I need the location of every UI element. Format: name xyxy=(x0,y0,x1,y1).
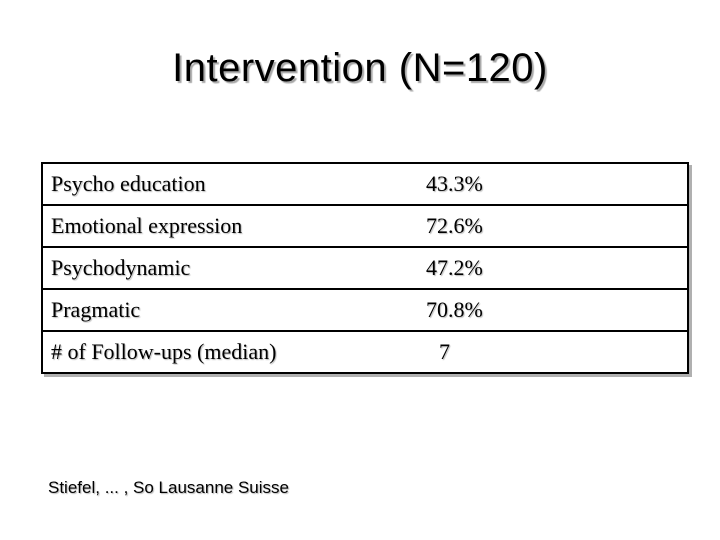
row-label: Psychodynamic xyxy=(42,247,396,289)
slide-title: Intervention (N=120) xyxy=(172,46,548,90)
citation-footer: Stiefel, ... , So Lausanne Suisse xyxy=(48,478,289,497)
row-value: 7 xyxy=(396,331,688,373)
row-label: Pragmatic xyxy=(42,289,396,331)
table-row xyxy=(42,289,688,331)
row-label: # of Follow-ups (median) xyxy=(42,331,396,373)
table-row xyxy=(42,205,688,247)
table-row xyxy=(42,247,688,289)
row-value: 47.2% xyxy=(396,247,688,289)
row-label: Psycho education xyxy=(42,163,396,205)
row-value: 72.6% xyxy=(396,205,688,247)
table-row xyxy=(42,331,688,373)
row-value: 43.3% xyxy=(396,163,688,205)
row-label: Emotional expression xyxy=(42,205,396,247)
row-value: 70.8% xyxy=(396,289,688,331)
table-row xyxy=(42,163,688,205)
intervention-table xyxy=(41,162,689,374)
